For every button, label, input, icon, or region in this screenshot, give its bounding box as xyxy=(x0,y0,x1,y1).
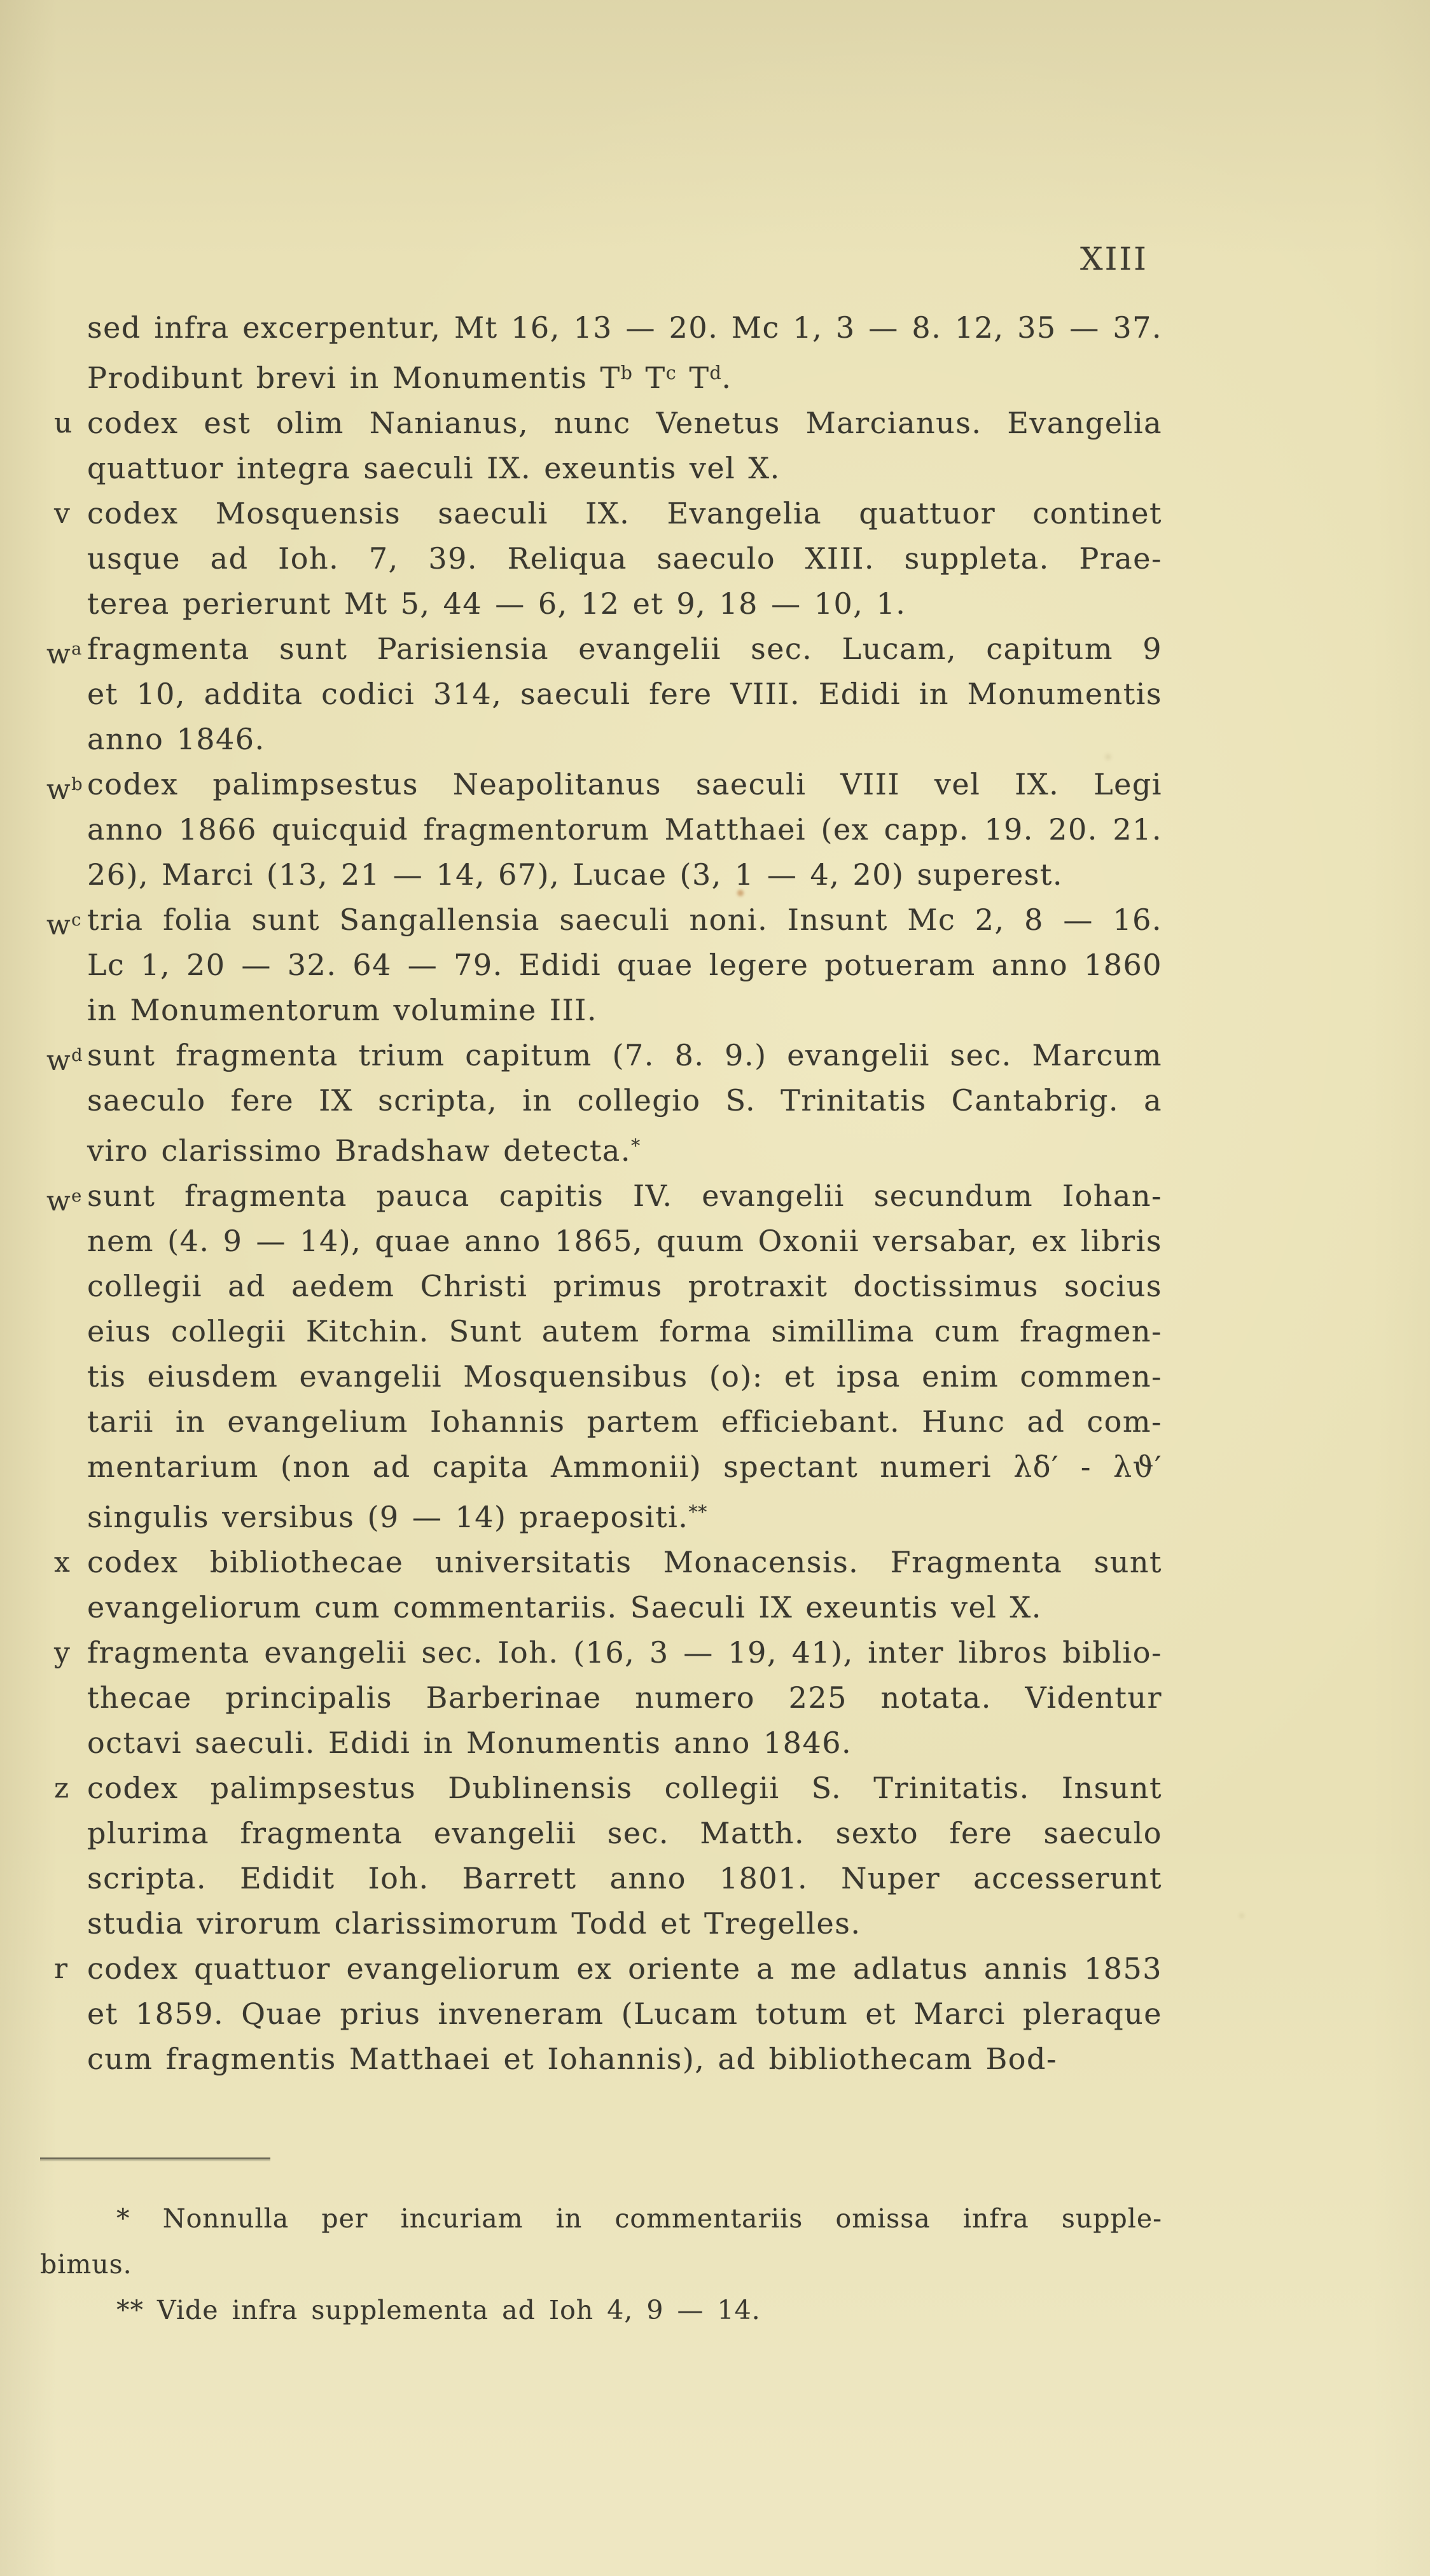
text-line: codex est olim Nanianus, nunc Venetus Marcianus. Evangelia xyxy=(87,406,1162,440)
margin-siglum: v xyxy=(54,497,71,530)
text-line: tarii in evangelium Iohannis partem efficiebant. Hunc ad com- xyxy=(87,1404,1162,1439)
codex-paragraph xyxy=(54,401,1162,491)
codex-paragraph xyxy=(46,1033,1162,1174)
margin-siglum: $w^c$ xyxy=(46,909,81,941)
codex-paragraph xyxy=(46,762,1162,897)
text-line: codex bibliothecae universitatis Monacensis. Fragmenta sunt xyxy=(87,1545,1162,1579)
codex-paragraph xyxy=(46,627,1162,762)
text-line: codex Mosquensis saeculi IX. Evangelia quattuor continet xyxy=(87,496,1162,530)
codex-paragraph xyxy=(54,1766,1162,1946)
margin-siglum: z xyxy=(54,1772,70,1804)
text-line: plurima fragmenta evangelii sec. Matth. sexto fere saeculo xyxy=(87,1816,1162,1850)
footnote-line: bimus. xyxy=(40,2249,132,2280)
text-line: 26), Marci (13, 21 — 14, 67), Lucae (3, 1 — 4, 20) superest. xyxy=(87,857,1063,892)
text-line: evangeliorum cum commentariis. Saeculi IX exeuntis vel X. xyxy=(87,1590,1042,1624)
text-line: Lc 1, 20 — 32. 64 — 79. Edidi quae legere potueram anno 1860 xyxy=(87,948,1162,982)
codex-paragraph xyxy=(54,1630,1162,1766)
footnote-line: * Nonnulla per incuriam in commentariis omissa infra supple- xyxy=(116,2203,1162,2234)
text-line: Prodibunt brevi in Monumentis $T^b$ $T^c$ $T^d$. xyxy=(87,361,732,395)
codex-paragraph xyxy=(54,1946,1162,2082)
body-text xyxy=(46,305,1162,2082)
text-line: codex quattuor evangeliorum ex oriente a me adlatus annis 1853 xyxy=(87,1951,1162,1986)
footnote xyxy=(40,2196,1162,2287)
footnote-rule xyxy=(40,2157,270,2159)
margin-siglum: $w^e$ xyxy=(46,1185,82,1217)
text-line: thecae principalis Barberinae numero 225 notata. Videntur xyxy=(87,1680,1162,1715)
text-line: usque ad Ioh. 7, 39. Reliqua saeculo XIII. suppleta. Prae- xyxy=(87,541,1162,576)
margin-siglum: x xyxy=(54,1546,71,1579)
text-line: sunt fragmenta pauca capitis IV. evangelii secundum Iohan- xyxy=(87,1179,1162,1213)
footnote-line: ** Vide infra supplementa ad Ioh 4, 9 — 14. xyxy=(116,2295,761,2325)
text-line: scripta. Edidit Ioh. Barrett anno 1801. Nuper accesserunt xyxy=(87,1861,1162,1895)
footnotes xyxy=(40,2196,1162,2333)
text-line: studia virorum clarissimorum Todd et Tregelles. xyxy=(87,1906,861,1941)
text-line: anno 1846. xyxy=(87,722,265,756)
margin-siglum: $w^d$ xyxy=(46,1044,83,1077)
text-line: et 10, addita codici 314, saeculi fere VIII. Edidi in Monumentis xyxy=(87,677,1162,711)
text-line: viro clarissimo Bradshaw detecta.* xyxy=(87,1133,641,1168)
text-line: collegii ad aedem Christi primus protraxit doctissimus socius xyxy=(87,1269,1162,1303)
text-line: sed infra excerpentur, Mt 16, 13 — 20. Mc 1, 3 — 8. 12, 35 — 37. xyxy=(87,310,1162,345)
text-line: octavi saeculi. Edidi in Monumentis anno 1846. xyxy=(87,1726,852,1760)
text-line: eius collegii Kitchin. Sunt autem forma simillima cum fragmen- xyxy=(87,1314,1162,1348)
footnote xyxy=(40,2287,1162,2333)
text-line: mentarium (non ad capita Ammonii) spectant numeri λδ′ - λϑ′ xyxy=(87,1450,1162,1484)
codex-paragraph xyxy=(46,1174,1162,1540)
text-line: tria folia sunt Sangallensia saeculi noni. Insunt Mc 2, 8 — 16. xyxy=(87,903,1162,937)
text-line: quattuor integra saeculi IX. exeuntis vel X. xyxy=(87,451,781,485)
text-line: codex palimpsestus Dublinensis collegii S. Trinitatis. Insunt xyxy=(87,1771,1162,1805)
margin-siglum: y xyxy=(54,1637,71,1669)
text-line: et 1859. Quae prius inveneram (Lucam totum et Marci pleraque xyxy=(87,1997,1162,2031)
text-line: in Monumentorum volumine III. xyxy=(87,993,597,1027)
text-line: fragmenta sunt Parisiensia evangelii sec. Lucam, capitum 9 xyxy=(87,632,1162,666)
text-line: cum fragmentis Matthaei et Iohannis), ad bibliothecam Bod- xyxy=(87,2042,1057,2076)
text-line: saeculo fere IX scripta, in collegio S. Trinitatis Cantabrig. a xyxy=(87,1083,1162,1118)
text-line: codex palimpsestus Neapolitanus saeculi VIII vel IX. Legi xyxy=(87,767,1162,801)
codex-paragraph xyxy=(54,1540,1162,1630)
margin-siglum: $w^b$ xyxy=(46,773,83,806)
margin-siglum: u xyxy=(54,407,73,440)
codex-paragraph xyxy=(87,305,1162,401)
text-line: anno 1866 quicquid fragmentorum Matthaei (ex capp. 19. 20. 21. xyxy=(87,812,1162,847)
page-number: XIII xyxy=(1080,240,1148,277)
codex-paragraph xyxy=(54,491,1162,627)
text-line: singulis versibus (9 — 14) praepositi.** xyxy=(87,1500,707,1534)
codex-paragraph xyxy=(46,897,1162,1033)
text-line: terea perierunt Mt 5, 44 — 6, 12 et 9, 18 — 10, 1. xyxy=(87,586,906,621)
text-line: sunt fragmenta trium capitum (7. 8. 9.) evangelii sec. Marcum xyxy=(87,1038,1162,1072)
margin-siglum: r xyxy=(54,1953,69,1985)
text-line: tis eiusdem evangelii Mosquensibus (o): et ipsa enim commen- xyxy=(87,1359,1162,1394)
margin-siglum: $w^a$ xyxy=(46,638,82,670)
text-line: fragmenta evangelii sec. Ioh. (16, 3 — 19, 41), inter libros biblio- xyxy=(87,1635,1162,1670)
text-line: nem (4. 9 — 14), quae anno 1865, quum Oxonii versabar, ex libris xyxy=(87,1224,1162,1258)
